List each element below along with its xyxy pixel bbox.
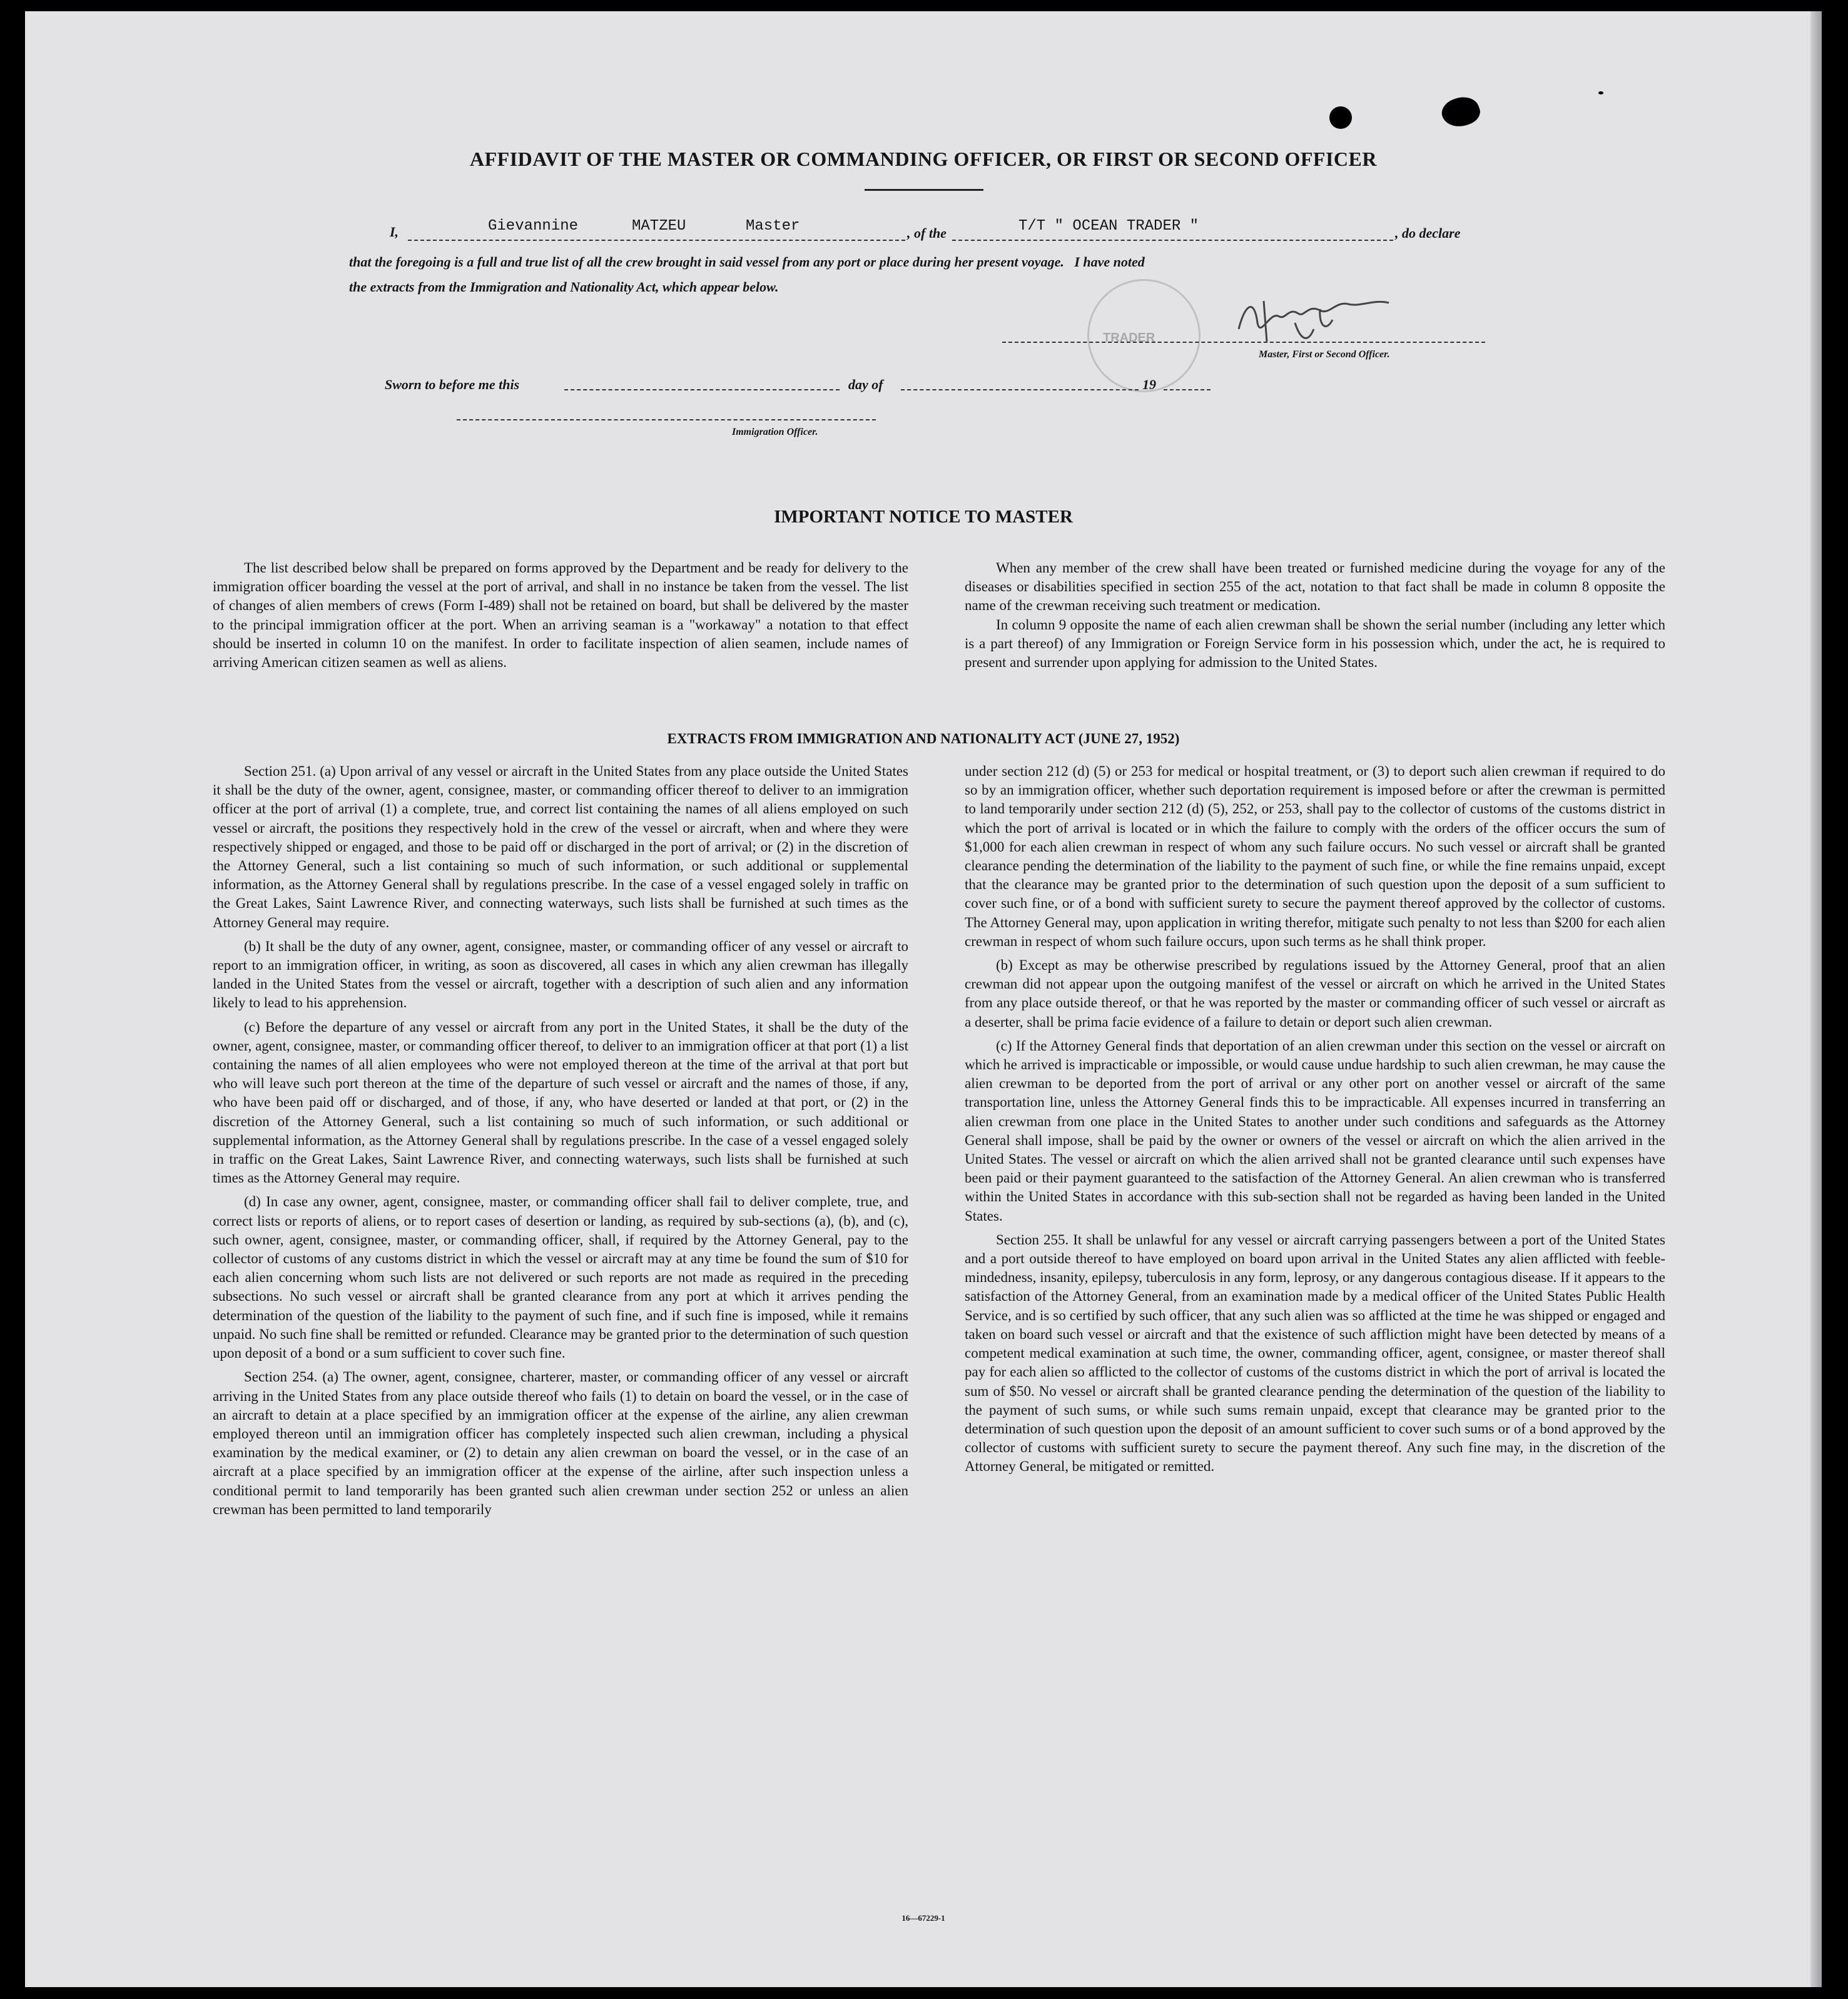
- signature-caption: Master, First or Second Officer.: [1259, 349, 1390, 360]
- notice-right-paragraph-1: When any member of the crew shall have been treated or furnished medicine during the voyage for any of the diseases or disabilities specified in section 255 of the act, notation to that fact shall be made in column 8 opposite the name of the crewman receiving such treatment or medication.: [965, 560, 1665, 614]
- i-label: I,: [390, 224, 399, 240]
- day-of-label: day of: [848, 377, 883, 392]
- sworn-day-line: [564, 389, 840, 390]
- extracts-right-column: [965, 762, 1665, 1482]
- affidavit-title: AFFIDAVIT OF THE MASTER OR COMMANDING OFFICER, OR FIRST OR SECOND OFFICER: [470, 148, 1377, 170]
- year-label: 19: [1142, 377, 1156, 392]
- form-number: 16—67229-1: [901, 1913, 945, 1923]
- extract-paragraph: (c) If the Attorney General finds that deportation of an alien crewman under this section on the vessel or aircraft on which he arrived is impracticable or impossible, or would cause undue hardship to such alien crewman, he may cause the alien crewman to be deported from the port of arrival or any other port on another vessel or aircraft of the same transportation line, unless the Attorney General finds this to be impracticable. All expenses incurred in transferring an alien crewman from one place in the United States to another under such conditions and safeguards as the Attorney General shall impose, shall be paid by the owner or owners of the vessel or aircraft on which the alien arrived in the United States. The vessel or aircraft on which the alien arrived shall not be granted clearance until such expenses have been paid or their payment guaranteed to the satisfaction of the Attorney General. An alien crewman who is transferred within the United States in accordance with this sub-section shall not be regarded as having been landed in the United States.: [965, 1037, 1665, 1224]
- stamp-text: TRADER: [1103, 331, 1155, 345]
- extract-paragraph: (b) It shall be the duty of any owner, agent, consignee, master, or commanding officer of any vessel or aircraft to report to an immigration officer, in writing, as soon as discovered, all cases in which any alien crewman has illegally landed in the United States from the vessel or aircraft, together with a description of such alien and any information likely to lead to his apprehension.: [213, 938, 908, 1011]
- notice-left-column: [213, 559, 908, 677]
- master-signature: [1226, 285, 1433, 354]
- extract-paragraph: Section 254. (a) The owner, agent, consignee, charterer, master, or commanding officer of any vessel or aircraft arriving in the United States from any place outside thereof who fails (1) to detain on board the vessel, or in the case of an aircraft to detain at a place specified by an immigration officer at the expense of the airline, any alien crewman employed thereon until an immigration officer has completely inspected such alien crewman, including a physical examination by the medical examiner, or (2) to detain any alien crewman on board the vessel, or in the case of an aircraft at a place specified by an immigration officer at the expense of the airline, after such inspection unless a conditional permit to land temporarily has been granted such alien crewman under section 252 or unless an alien crewman has been permitted to land temporarily: [213, 1369, 908, 1517]
- declaration-line-1: that the foregoing is a full and true list of all the crew brought in said vessel from any port or place during her present voyage. I have noted: [349, 254, 1145, 270]
- ship-stamp: [1087, 279, 1201, 392]
- master-rank: Master: [746, 218, 800, 235]
- notice-right-column: [965, 559, 1665, 677]
- vessel-name: T/T " OCEAN TRADER ": [1018, 218, 1199, 235]
- ink-dot: [1329, 106, 1352, 129]
- do-declare-label: , do declare: [1395, 225, 1461, 241]
- extracts-left-column: [213, 762, 908, 1519]
- master-first-name: Gievannine: [488, 218, 579, 235]
- extract-paragraph: (c) Before the departure of any vessel or aircraft from any port in the United States, it shall be the duty of the owner, agent, consignee, master, or commanding officer thereof, to deliver to an immigration officer at that port (1) a list containing the names of all alien employees who were not employed thereon at the time of the arrival at that port but who will leave such port thereon at the time of the departure of such vessel or aircraft and the names of those, if any, who have been paid off or discharged, and of those, if any, who have deserted or landed at that port, or (2) in the discretion of the Attorney General, such a list containing so much of such information, or such additional or supplemental information, as the Attorney General shall by regulations prescribe. In the case of a vessel engaged solely in traffic on the Great Lakes, Saint Lawrence River, and connecting waterways, such lists shall be furnished at such times as the Attorney General may require.: [213, 1019, 908, 1186]
- extracts-title: EXTRACTS FROM IMMIGRATION AND NATIONALITY ACT (JUNE 27, 1952): [667, 731, 1180, 746]
- notice-title: IMPORTANT NOTICE TO MASTER: [774, 507, 1073, 527]
- sworn-year-line: [1164, 389, 1211, 390]
- document-page: [25, 11, 1822, 1987]
- extract-paragraph: (d) In case any owner, agent, consignee, master, or commanding officer shall fail to deliver complete, true, and correct lists or reports of aliens, or to report cases of desertion or landing, as required by sub-sections (a), (b), and (c), such owner, agent, consignee, master, or commanding officer, shall, if required by the Attorney General, pay to the collector of customs of any customs district in which the vessel or aircraft may at any time be found the sum of $10 for each alien concerning whom such lists are not delivered or such reports are not made as required in the preceding subsections. No such vessel or aircraft shall be granted clearance from any port at which it arrives pending the determination of the question of the liability to the payment of such fine, and if such fine is imposed, while it remains unpaid. No such fine shall be remitted or refunded. Clearance may be granted prior to the determination of such question upon deposit of a bond or a sum sufficient to cover such fine.: [213, 1194, 908, 1361]
- master-last-name: MATZEU: [632, 218, 686, 235]
- extract-paragraph: Section 251. (a) Upon arrival of any vessel or aircraft in the United States from any place outside the United States it shall be the duty of the owner, agent, consignee, master, or commanding officer thereof to deliver to an immigration officer at the port of arrival (1) a complete, true, and correct list containing the names of all aliens employed on such vessel or aircraft, the positions they respectively hold in the crew of the vessel or aircraft, when and where they were respectively shipped or engaged, and those to be paid off or discharged in the port of arrival; or (2) in the discretion of the Attorney General, such a list containing so much of such information, or such additional or supplemental information, as the Attorney General shall by regulations prescribe. In the case of a vessel engaged solely in traffic on the Great Lakes, Saint Lawrence River, and connecting waterways, such lists shall be furnished at such times as the Attorney General may require.: [213, 763, 908, 930]
- extract-paragraph: under section 212 (d) (5) or 253 for medical or hospital treatment, or (3) to deport such alien crewman if required to do so by an immigration officer, whether such deportation requirement is imposed before or after the crewman is permitted to land temporarily under section 212 (d) (5), 252, or 253, shall pay to the collector of customs of the customs district in which the port of arrival is located or in which the failure to comply with the orders of the officer occurs the sum of $1,000 for each alien crewman in respect of whom any such failure occurs. No such vessel or aircraft shall be granted clearance pending the determination of the liability to the payment of such fine, or while the fine remains unpaid, except that the clearance may be granted prior to the determination of such question upon the deposit of a sum sufficient to cover such fine, or of a bond with sufficient surety to secure the payment thereof approved by the collector of customs. The Attorney General may, upon application in writing therefor, mitigate such penalty to not less than $200 for each alien crewman in respect of whom such failure occurs, upon such terms as he shall think proper.: [965, 763, 1665, 949]
- notice-left-paragraph: The list described below shall be prepared on forms approved by the Department and be ready for delivery to the immigration officer boarding the vessel at the port of arrival, and shall in no instance be taken from the vessel. The list of changes of alien members of crews (Form I-489) shall not be retained on board, but shall be delivered by the master to the principal immigration officer at the port. When an arriving seaman is a "workaway" a notation to that effect should be inserted in column 10 on the manifest. In order to facilitate inspection of alien seamen, include names of arriving American citizen seamen as well as aliens.: [213, 560, 908, 671]
- of-the-label: , of the: [907, 225, 947, 241]
- title-rule: [865, 189, 983, 191]
- officer-caption: Immigration Officer.: [732, 427, 818, 437]
- ink-blot: [1438, 92, 1483, 132]
- vessel-name-line: [952, 240, 1393, 241]
- sworn-month-line: [901, 389, 1139, 390]
- declaration-line-2: the extracts from the Immigration and Nationality Act, which appear below.: [349, 279, 779, 295]
- officer-signature-line: [457, 419, 876, 420]
- extract-paragraph: Section 255. It shall be unlawful for any vessel or aircraft carrying passengers between a port of the United States and a port outside thereof to have employed on board upon arrival in the United States any alien afflicted with feeble-mindedness, insanity, epilepsy, tuberculosis in any form, leprosy, or any dangerous contagious disease. If it appears to the satisfaction of the Attorney General, from an examination made by a medical officer of the United States Public Health Service, and is so certified by such officer, that any such alien was so afflicted at the time he was shipped or engaged and taken on board such vessel or aircraft and that the existence of such affliction might have been detected by means of a competent medical examination at such time, the owner, commanding officer, agent, consignee, or master thereof shall pay for each alien so afflicted to the collector of customs of the customs district in which the port of arrival is located the sum of $50. No vessel or aircraft shall be granted clearance pending the determination of the question of the liability to the payment of such sums, or while such sums remain unpaid, except that clearance may be granted prior to the determination of such question upon the deposit of an amount sufficient to cover such sums or of a bond approved by the collector of customs with sufficient surety to secure the payment thereof. Any such fine may, in the discretion of the Attorney General, be mitigated or remitted.: [965, 1231, 1665, 1475]
- master-name-line: [408, 240, 905, 241]
- extract-paragraph: (b) Except as may be otherwise prescribed by regulations issued by the Attorney General, proof that an alien crewman did not appear upon the outgoing manifest of the vessel or aircraft on which he arrived in the United States from any place outside thereof, or that he was reported by the master or commanding officer of such vessel or aircraft as a deserter, shall be prima facie evidence of a failure to detain or deport such alien crewman.: [965, 957, 1665, 1030]
- notice-right-paragraph-2: In column 9 opposite the name of each alien crewman shall be shown the serial number (including any letter which is a part thereof) of any Immigration or Foreign Service form in his possession which, under the act, he is required to present and surrender upon applying for admission to the United States.: [965, 616, 1665, 671]
- signature-line: [1002, 342, 1485, 343]
- ink-speck: [1598, 91, 1603, 94]
- sworn-label: Sworn to before me this: [385, 377, 520, 392]
